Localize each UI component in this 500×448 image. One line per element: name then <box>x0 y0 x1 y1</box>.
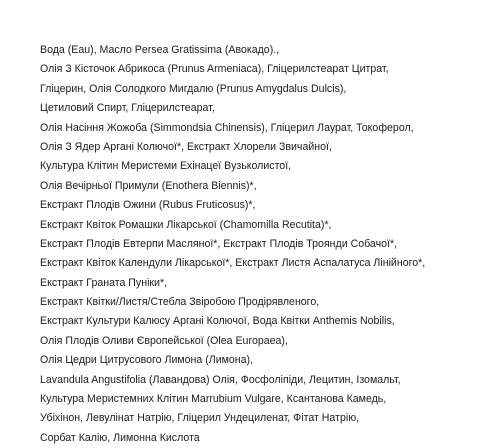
ingredients-line: Екстракт Культури Калюсу Аргані Колючої, Вода Квітки Anthemis Nobilis, <box>40 315 395 328</box>
ingredients-line: Олія З Кісточок Абрикоса (Prunus Armeniaca), Гліцерилстеарат Цитрат, <box>40 63 389 76</box>
ingredients-list <box>40 41 496 448</box>
ingredients-line: Олія Цедри Цитрусового Лимона (Лимона), <box>40 354 254 367</box>
ingredients-line: Гліцерин, Олія Солодкого Мигдалю (Prunus Amygdalus Dulcis), <box>40 82 347 95</box>
ingredients-line: Олія Насіння Жожоба (Simmondsia Chinensis), Гліцерил Лаурат, Токоферол, <box>40 121 414 134</box>
ingredients-line: Олія З Ядер Аргані Колючої*, Екстракт Хлорели Звичайної, <box>40 140 332 153</box>
ingredients-line: Сорбат Калію, Лимонна Кислота <box>40 431 200 444</box>
ingredients-line: Олія Вечірньої Примули (Enothera Biennis)*, <box>40 179 257 192</box>
ingredients-line: Екстракт Плодів Ожини (Rubus Fruticosus)*, <box>40 199 256 212</box>
ingredients-line: Цетиловий Спирт, Гліцерилстеарат, <box>40 102 215 115</box>
ingredients-line: Екстракт Квітки/Листя/Стебла Звіробою Продірявленого, <box>40 296 320 309</box>
ingredients-line: Екстракт Граната Пуніки*, <box>40 276 168 289</box>
ingredients-line: Екстракт Квіток Календули Лікарської*, Екстракт Листя Аспалатуса Лінійного*, <box>40 257 426 270</box>
ingredients-line: Lavandula Angustifolia (Лавандова) Олія, Фосфоліпіди, Лецитин, Ізомальт, <box>40 373 401 386</box>
ingredients-line: Убіхінон, Левулінат Натрію, Гліцерил Ундециленат, Фітат Натрію, <box>40 412 360 425</box>
ingredients-line: Олія Плодів Оливи Європейської (Olea Europaea), <box>40 334 288 347</box>
ingredients-line: Культура Меристемних Клітин Marrubium Vulgare, Ксантанова Камедь, <box>40 393 387 406</box>
ingredients-line: Екстракт Плодів Евтерпи Масляної*, Екстракт Плодів Троянди Собачої*, <box>40 237 398 250</box>
ingredients-line: Екстракт Квіток Ромашки Лікарської (Chamomilla Recutita)*, <box>40 218 332 231</box>
ingredients-line: Культура Клітин Меристеми Ехінацеї Вузьколистої, <box>40 160 292 173</box>
ingredients-line: Вода (Eau), Масло Persea Gratissima (Авокадо)., <box>40 44 280 56</box>
